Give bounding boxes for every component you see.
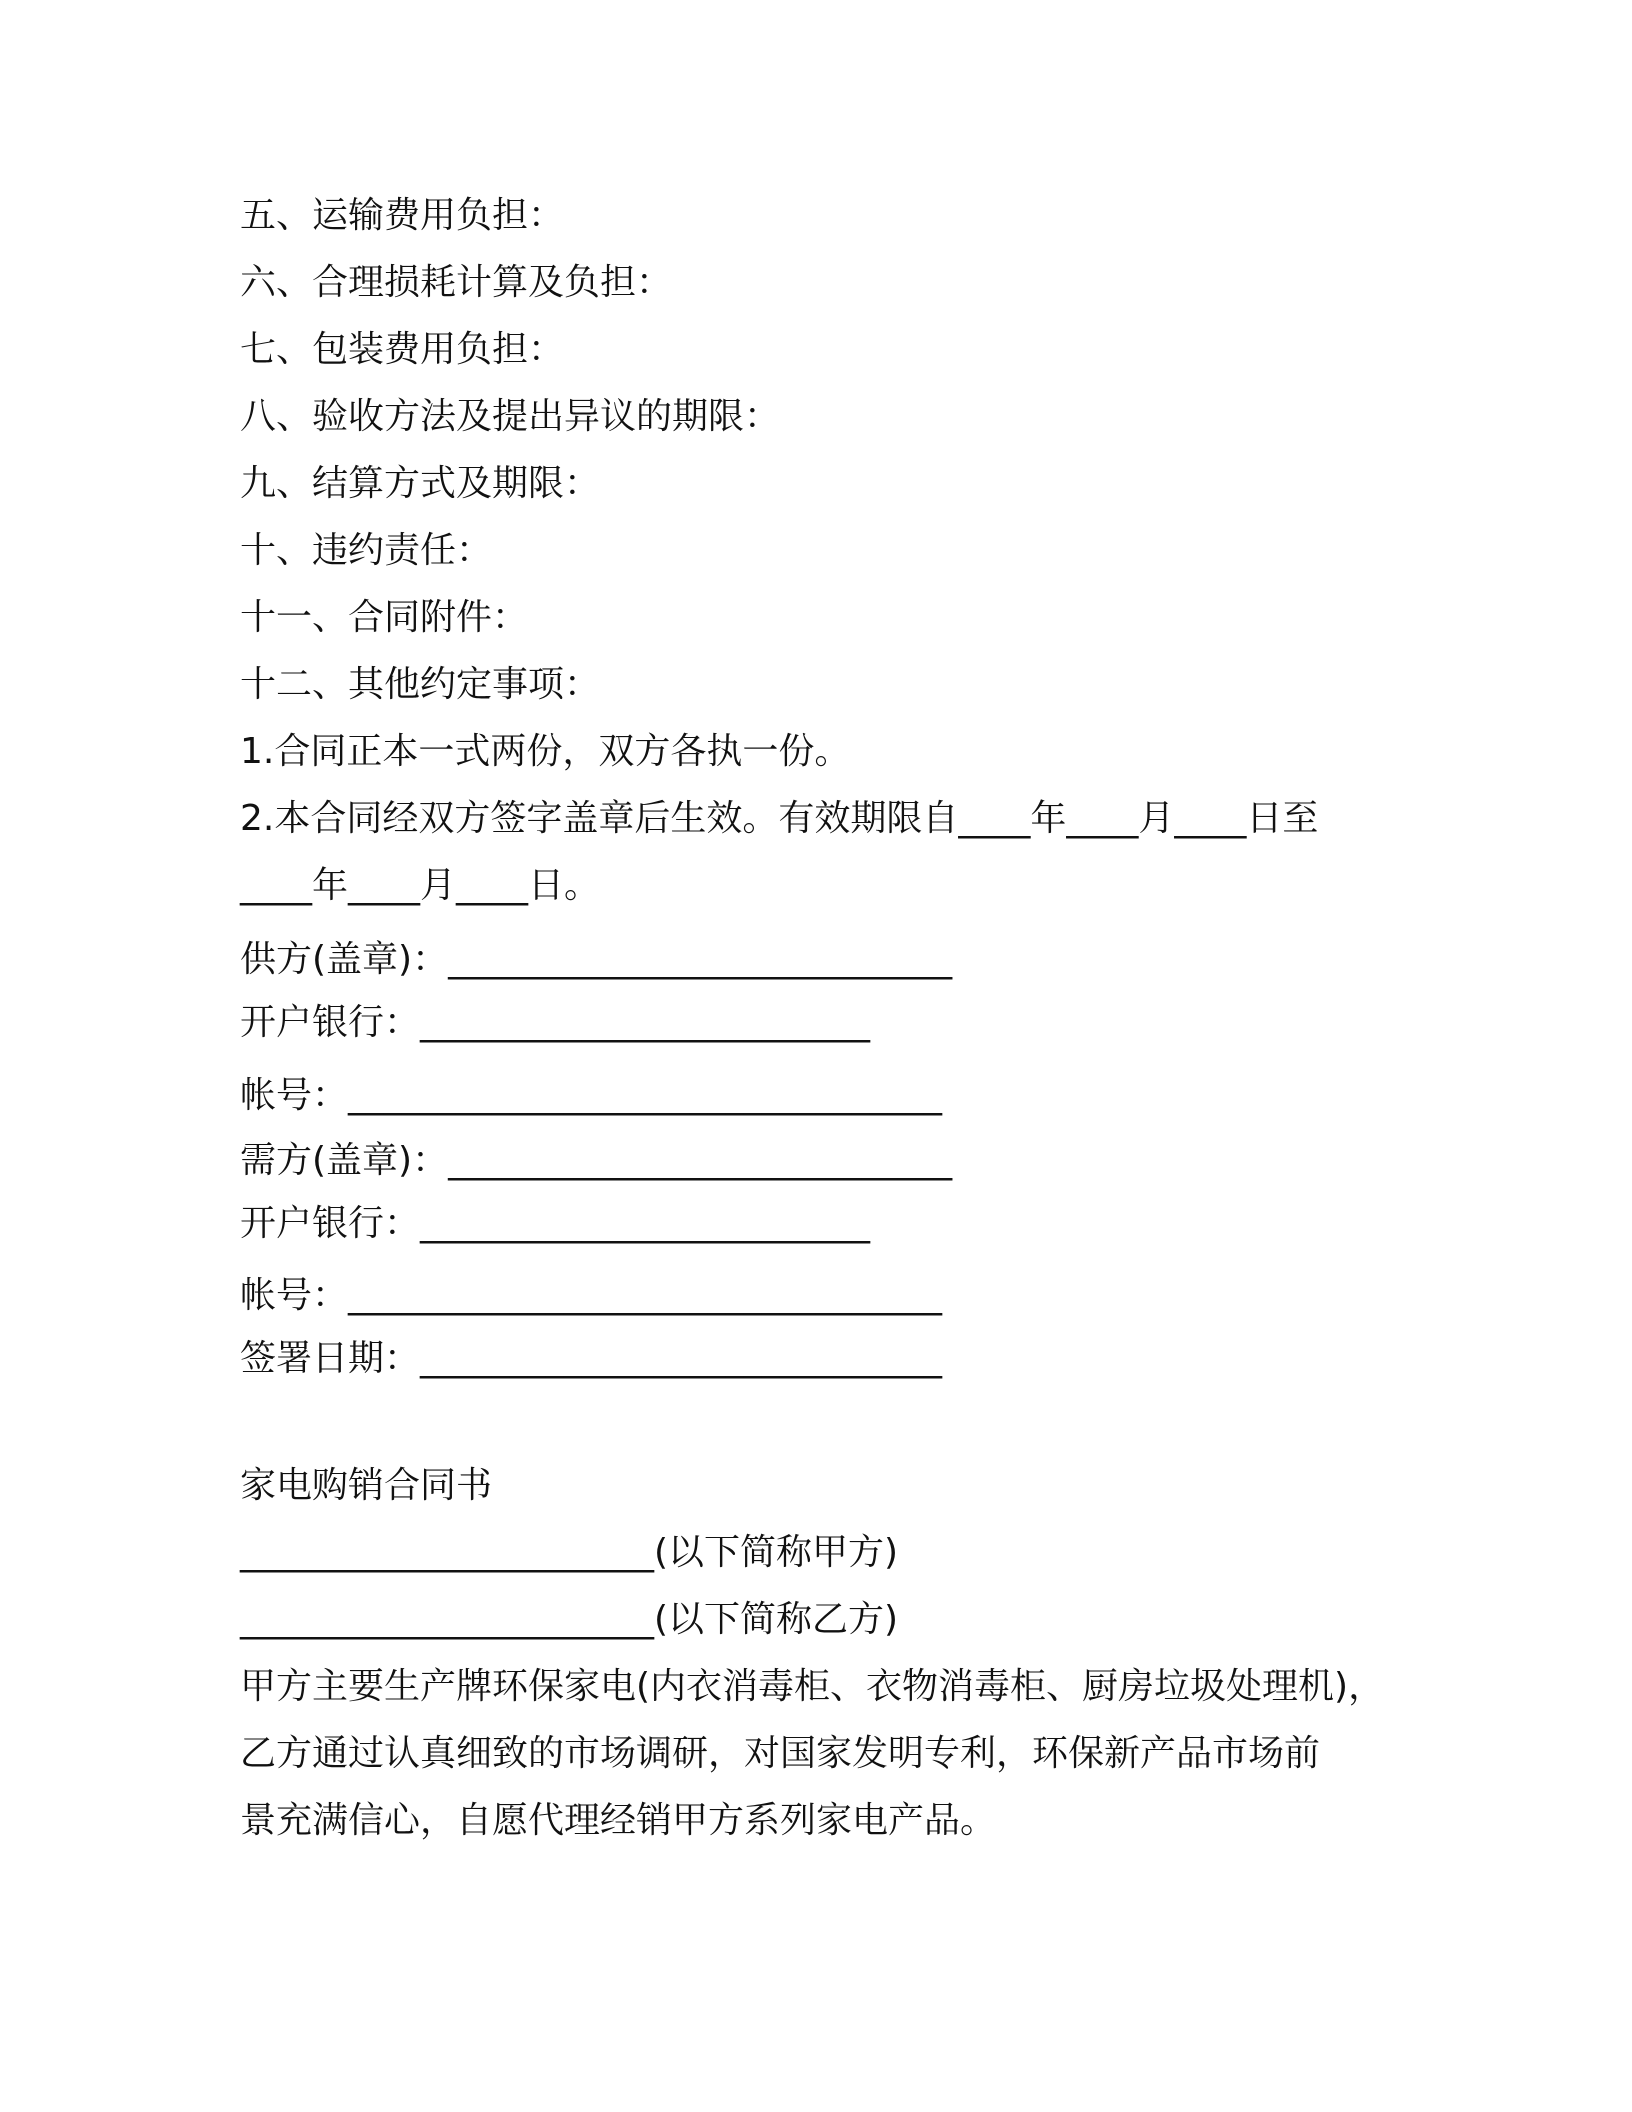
supplier-account-field: 帐号：_________________________________ <box>240 1075 943 1116</box>
sign-date-field: 签署日期：_____________________________ <box>240 1338 943 1379</box>
body-line-1: 甲方主要生产牌环保家电(内衣消毒柜、衣物消毒柜、厨房垃圾处理机)， <box>240 1666 1385 1707</box>
second-contract-title: 家电购销合同书 <box>240 1465 493 1506</box>
party-b-line: _______________________(以下简称乙方) <box>240 1599 899 1640</box>
clause-8: 八、验收方法及提出异议的期限： <box>240 396 781 437</box>
clause-10: 十、违约责任： <box>240 530 493 571</box>
clause-9: 九、结算方式及期限： <box>240 463 601 504</box>
clause-6: 六、合理损耗计算及负担： <box>240 262 673 303</box>
term-1: 1.合同正本一式两份，双方各执一份。 <box>240 731 851 772</box>
clause-5: 五、运输费用负担： <box>240 195 565 236</box>
term-2-line-1: 2.本合同经双方签字盖章后生效。有效期限自____年____月____日至 <box>240 798 1319 839</box>
buyer-account-field: 帐号：_________________________________ <box>240 1275 943 1316</box>
body-line-2: 乙方通过认真细致的市场调研，对国家发明专利，环保新产品市场前 <box>240 1733 1321 1774</box>
supplier-bank-field: 开户银行：_________________________ <box>240 1002 871 1043</box>
clause-12: 十二、其他约定事项： <box>240 664 601 705</box>
party-a-line: _______________________(以下简称甲方) <box>240 1532 899 1573</box>
buyer-bank-field: 开户银行：_________________________ <box>240 1203 871 1244</box>
supplier-seal-field: 供方(盖章)：____________________________ <box>240 939 953 980</box>
clause-7: 七、包装费用负担： <box>240 329 565 370</box>
clause-11: 十一、合同附件： <box>240 597 529 638</box>
body-line-3: 景充满信心，自愿代理经销甲方系列家电产品。 <box>240 1800 997 1841</box>
term-2-line-2: ____年____月____日。 <box>240 865 601 906</box>
buyer-seal-field: 需方(盖章)：____________________________ <box>240 1140 953 1181</box>
